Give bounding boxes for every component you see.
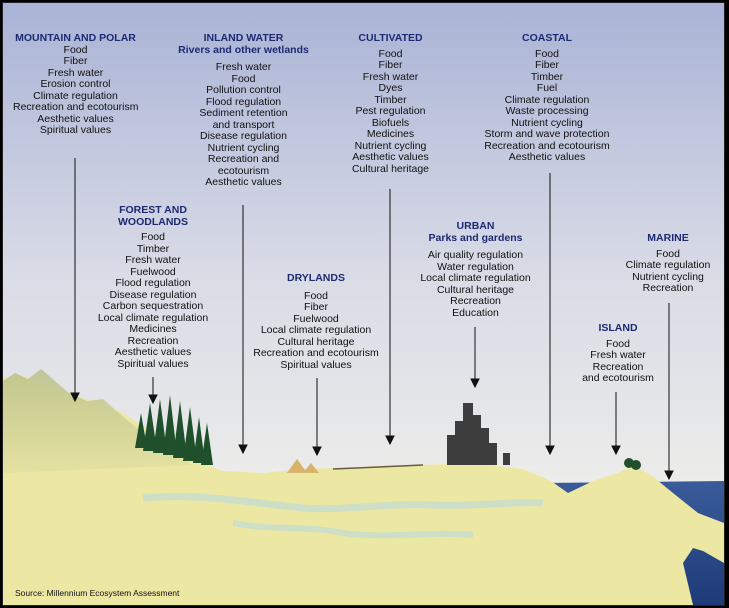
service-label: Fiber [63,55,88,67]
service-label: Timber [530,70,564,83]
urban-block [413,221,538,319]
service-label: Local climate regulation [97,311,209,324]
service-label: Nutrient cycling [632,270,704,283]
cultivated-title: CULTIVATED [358,32,423,44]
service-label: Biofuels [371,116,410,129]
service-label: Fuelwood [293,312,339,325]
service-label: Fresh water [47,66,104,79]
service-label: Food [656,247,680,260]
service-label: Spiritual values [39,124,112,136]
service-label: Cultural heritage [351,162,430,175]
service-label: Carbon sequestration [102,300,204,312]
service-label: Aesthetic values [37,112,114,125]
service-label: Erosion control [40,78,111,90]
service-label: Flood regulation [115,277,191,289]
service-label: Food [231,72,256,85]
source-caption: Source: Millennium Ecosystem Assessment [15,588,180,598]
drylands-services [251,291,381,372]
service-label: Food [141,231,165,243]
coastal-block [481,33,613,164]
service-label: Cultural heritage [436,283,515,296]
service-label: Recreation [127,334,179,347]
forest-services [88,232,218,370]
service-label: Recreation and [207,153,280,165]
service-label: Spiritual values [280,358,352,371]
service-label: Food [535,47,559,60]
service-label: Disease regulation [109,288,197,301]
service-label: Food [304,289,328,302]
service-label: Medicines [366,128,415,140]
service-label: Recreation and ecotourism [253,347,379,359]
forest-woodlands-block [88,205,218,370]
island-title: ISLAND [598,322,638,334]
service-label: Timber [374,93,407,106]
service-label: Local climate regulation [260,324,372,336]
service-label: Fiber [378,59,403,71]
island-services [573,339,663,385]
service-label: Fresh water [215,61,272,73]
service-label: Recreation and ecotourism [13,101,139,113]
service-label: Fresh water [362,70,419,83]
service-label: Sediment retention [199,107,288,119]
service-label: Fiber [535,59,559,71]
service-label: Recreation and ecotourism [484,139,610,152]
service-label: Food [378,47,403,60]
service-label: Nutrient cycling [354,139,427,152]
mountain-and-polar-block [13,33,138,137]
coastal-services [481,49,613,164]
marine-title: MARINE [647,232,689,244]
service-label: Storm and wave protection [484,128,610,140]
service-label: Fresh water [125,254,181,266]
service-label: Air quality regulation [427,249,524,261]
service-label: and ecotourism [582,372,654,384]
service-label: Cultural heritage [277,335,355,348]
drylands-block [251,273,381,371]
mountain-title: MOUNTAIN AND POLAR [15,32,136,44]
inland-water-title: INLAND WATER Rivers and other wetlands [178,32,309,56]
service-label: Local climate regulation [420,272,531,284]
mountain-services [13,45,138,137]
urban-services [413,250,538,319]
service-label: Nutrient cycling [207,141,280,154]
cultivated-services [338,49,443,176]
urban-title: URBAN Parks and gardens [428,220,523,244]
service-label: Climate regulation [33,89,118,102]
drylands-title: DRYLANDS [287,272,345,284]
service-label: Fiber [304,301,328,313]
inland-water-services [176,62,311,189]
service-label: ecotourism [217,164,270,177]
service-label: Aesthetic values [352,151,429,163]
service-label: Pest regulation [355,105,426,117]
inland-water-block [176,33,311,189]
service-label: Fuelwood [130,265,176,278]
service-label: Pollution control [206,84,281,96]
service-label: Spiritual values [117,357,189,370]
service-label: Fresh water [590,349,646,361]
marine-block [618,233,718,295]
service-label: Aesthetic values [205,176,282,188]
service-label: and transport [212,118,275,131]
marine-services [618,249,718,295]
service-label: Disease regulation [200,130,287,142]
service-label: Aesthetic values [508,151,586,163]
service-label: Waste processing [505,105,589,117]
cultivated-block [338,33,443,175]
service-label: Recreation [592,360,644,373]
service-label: Timber [136,242,170,255]
service-label: Climate regulation [504,93,590,106]
service-label: Dyes [378,82,403,94]
service-label: Water regulation [437,260,514,273]
service-label: Aesthetic values [114,346,192,358]
service-label: Nutrient cycling [511,116,583,129]
service-label: Recreation [450,295,501,307]
diagram-frame [2,2,725,606]
service-label: Medicines [129,323,177,335]
service-label: Food [63,43,88,56]
coastal-title: COASTAL [522,32,572,44]
service-label: Recreation [642,282,694,294]
service-label: Climate regulation [625,259,711,271]
service-label: Fuel [536,82,558,94]
service-label: Food [606,337,630,350]
service-label: Flood regulation [205,95,282,108]
island-block [573,323,663,385]
service-label: Education [452,306,499,319]
forest-title: FOREST AND WOODLANDS [118,204,188,228]
